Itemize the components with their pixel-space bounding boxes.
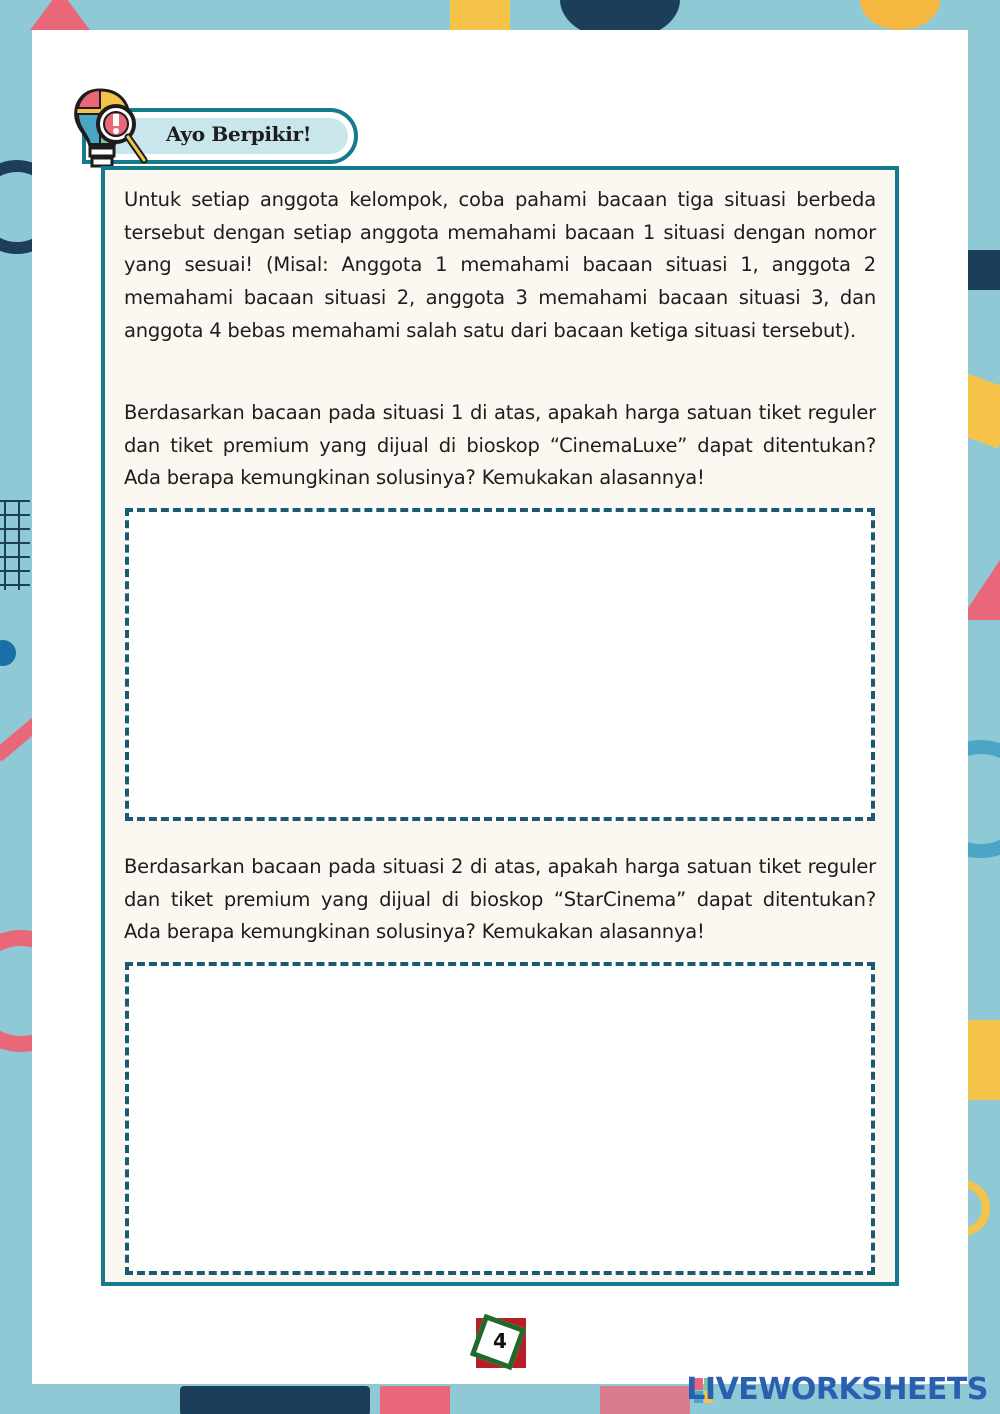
- decor-grid: [0, 500, 30, 590]
- decor-ruler: [180, 1386, 370, 1414]
- question-1-text: Berdasarkan bacaan pada situasi 1 di atas, apakah harga satuan tiket reguler dan tiket premium yang dijual di bioskop “CinemaLuxe” dapat ditentukan? Ada berapa kemungkinan solusinya? Kemukakan alasannya!: [124, 401, 876, 490]
- answer-box-1[interactable]: [125, 508, 875, 821]
- page-number-badge: [472, 1316, 528, 1372]
- instruction-paragraph: Untuk setiap anggota kelompok, coba pahami bacaan tiga situasi berbeda tersebut dengan setiap anggota memahami bacaan 1 situasi dengan nomor yang sesuai! (Misal: Anggota 1 memahami bacaan situasi 1, anggota 2 memahami bacaan situasi 2, anggota 3 memahami bacaan situasi 3, dan anggota 4 bebas memahami salah satu dari bacaan ketiga situasi tersebut).: [124, 188, 876, 342]
- decor-block: [380, 1386, 450, 1414]
- watermark: LIVEWORKSHEETS: [686, 1372, 988, 1407]
- answer-box-2[interactable]: [125, 962, 875, 1275]
- decor-circle: [860, 0, 940, 30]
- lightbulb-magnifier-icon: [70, 84, 152, 176]
- section-title: Ayo Berpikir!: [166, 122, 312, 146]
- page-number: 4: [493, 1329, 507, 1353]
- decor-triangle: [30, 0, 90, 30]
- decor-dot: [0, 640, 16, 666]
- decor-block: [450, 0, 510, 30]
- decor-block: [600, 1386, 690, 1414]
- question-2-text: Berdasarkan bacaan pada situasi 2 di atas, apakah harga satuan tiket reguler dan tiket premium yang dijual di bioskop “StarCinema” dapat ditentukan? Ada berapa kemungkinan solusinya? Kemukakan alasannya!: [124, 855, 876, 944]
